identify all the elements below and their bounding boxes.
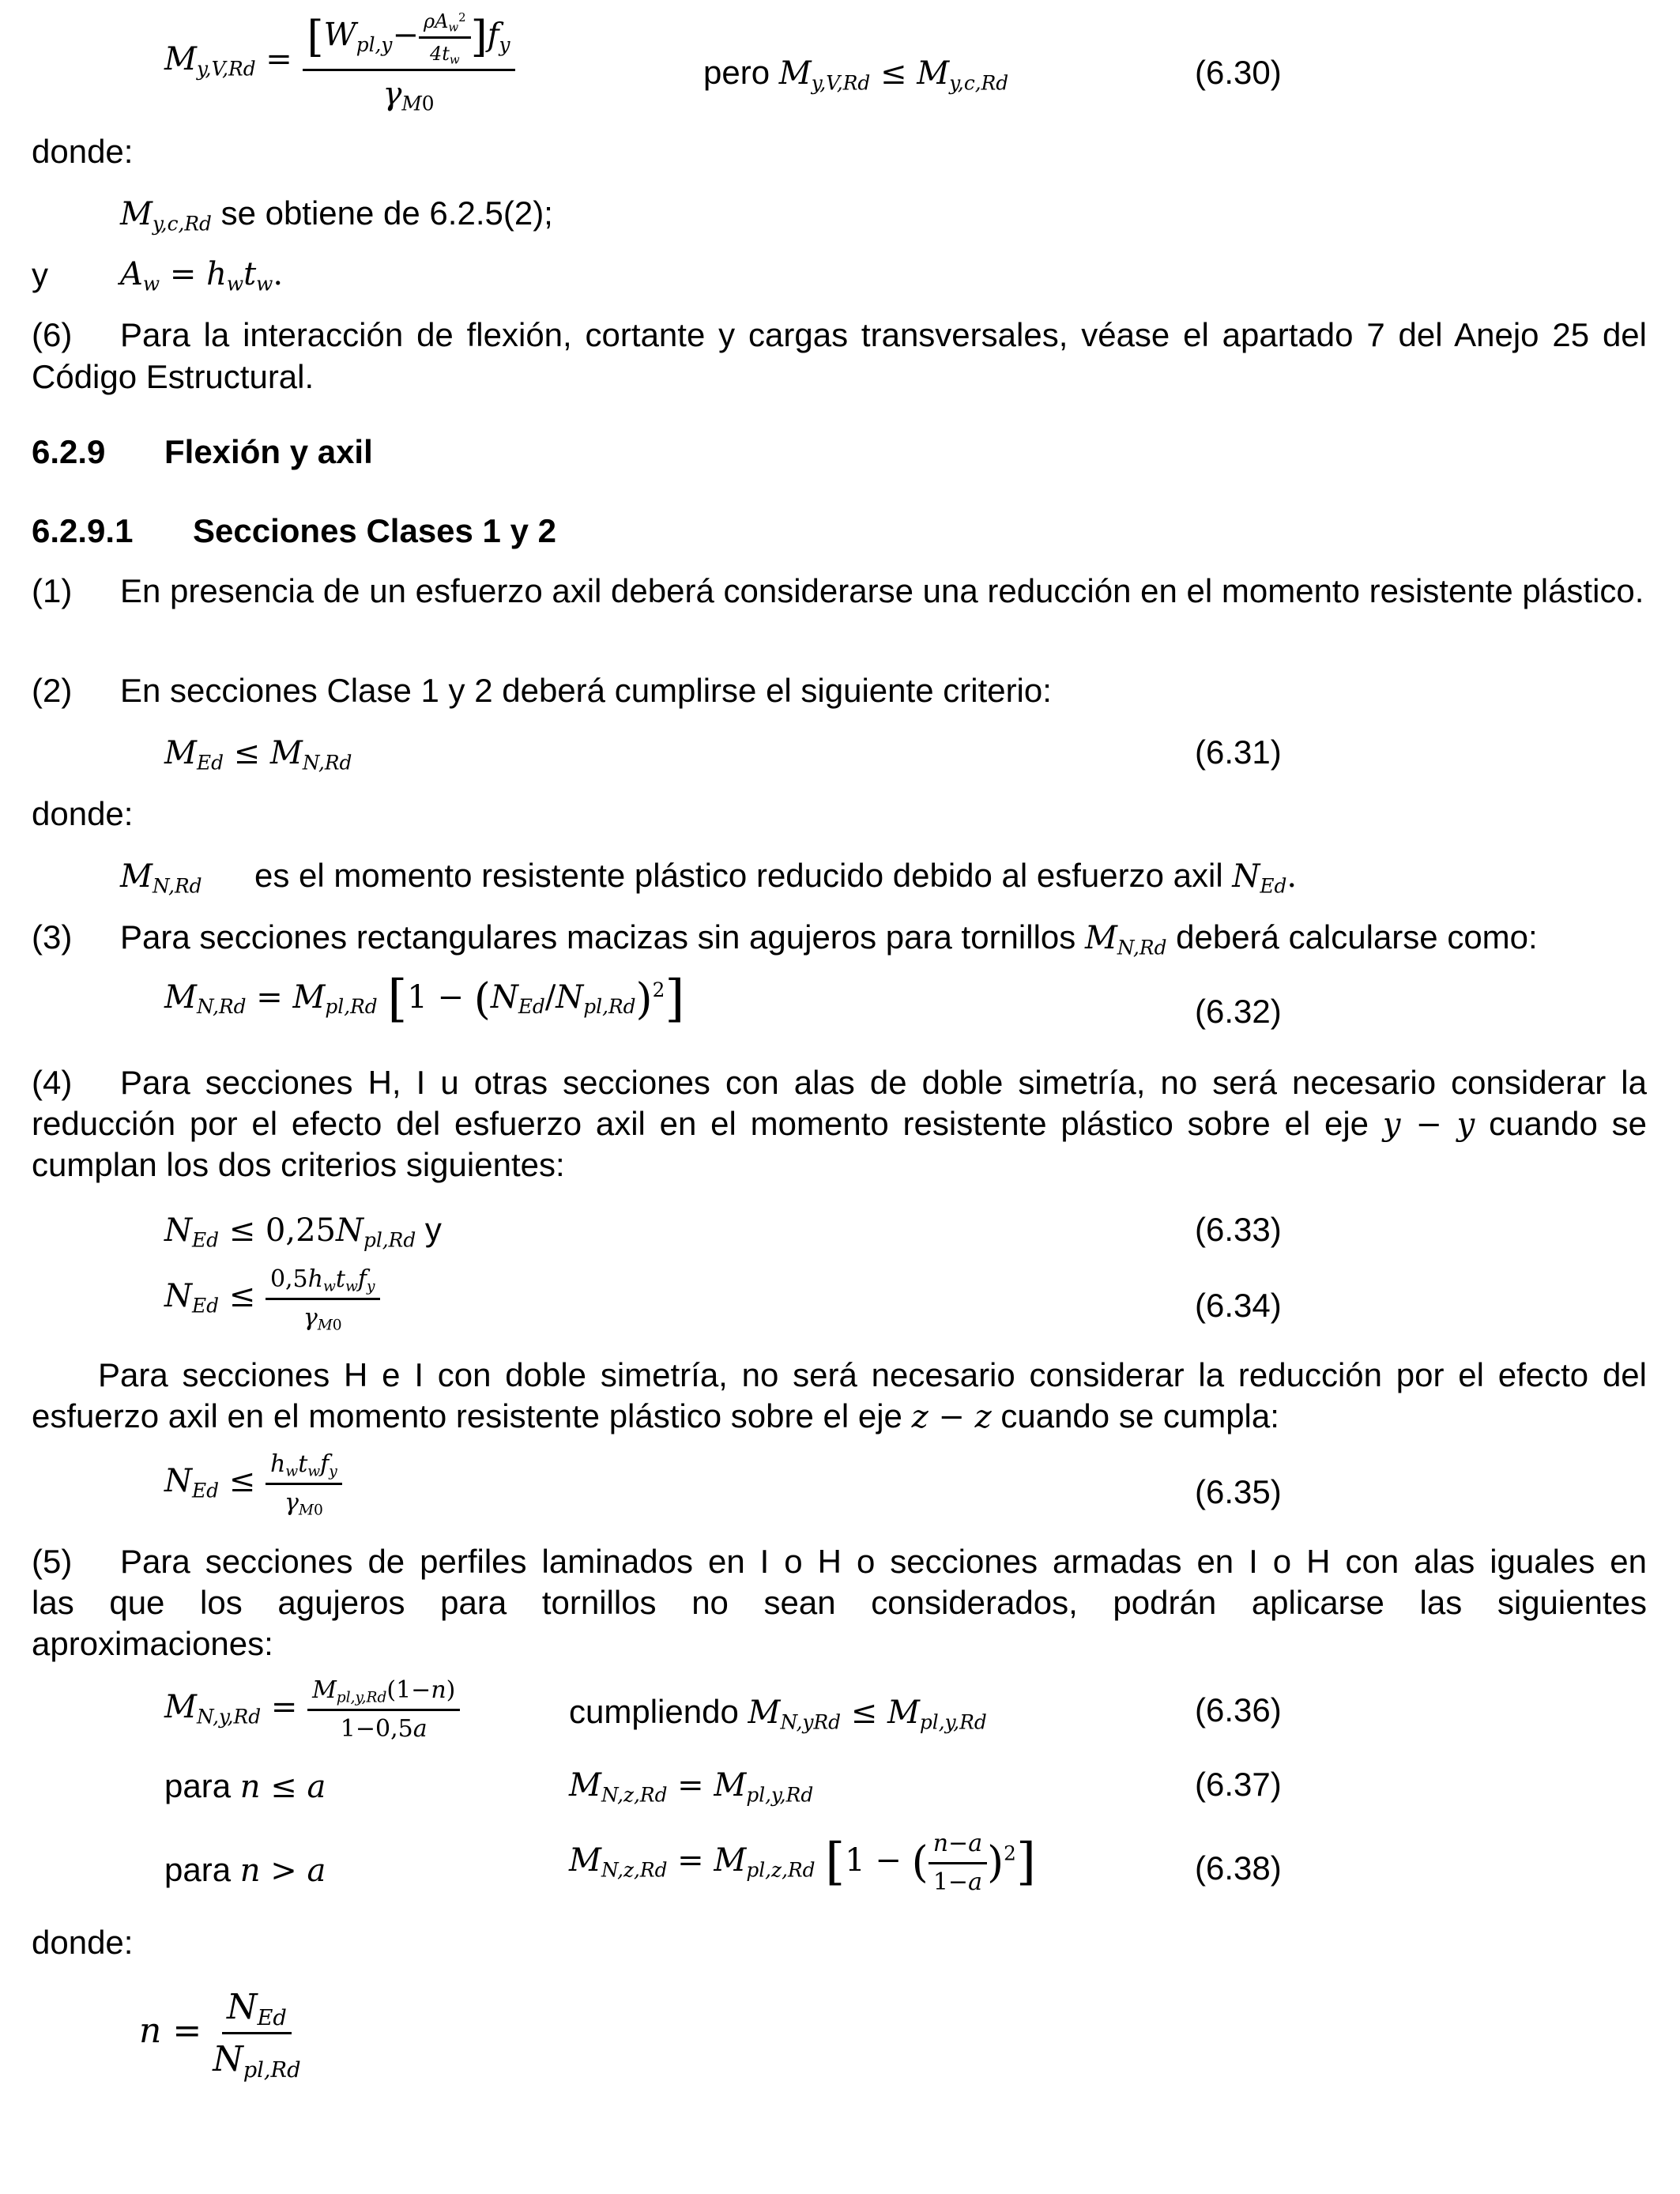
eq-number-6-38: (6.38)	[1195, 1849, 1282, 1887]
section-number-6-2-9: 6.2.9	[32, 433, 106, 470]
equation-6-36: $M_{N,y,Rd}$ = $\frac{M_{pl,y,Rd}(1-n)}{1-0,5a}$	[164, 1676, 460, 1744]
para-3-text: Para secciones rectangulares macizas sin agujeros para tornillos $M_{N,Rd}$ deberá calcularse como:	[120, 918, 1538, 959]
donde-label: donde:	[32, 133, 134, 170]
para-1-text: En presencia de un esfuerzo axil deberá considerarse una reducción en el momento resistente plástico.	[120, 572, 1644, 609]
eq-6-33-suffix: y	[424, 1211, 442, 1248]
section-title-6-2-9: Flexión y axil	[164, 433, 373, 470]
eq-number-6-34: (6.34)	[1195, 1287, 1282, 1324]
equation-6-35: $N_{Ed}$ ≤ $\frac{h_wt_wf_y}{\gamma_{M0}}$	[164, 1449, 342, 1517]
equation-6-33: $N_{Ed} \le 0,25N_{pl,Rd}$ y	[164, 1211, 442, 1252]
para-3-text-after: deberá calcularse como:	[1176, 918, 1538, 956]
para-4b-line2-after: cuando se cumpla:	[1000, 1397, 1279, 1434]
myc-note: se obtiene de 6.2.5(2);	[220, 194, 553, 232]
para-4-line3: cumplan los dos criterios siguientes:	[32, 1146, 565, 1183]
donde-label-3: donde:	[32, 1924, 134, 1961]
n-definition: n = $\frac{N_{Ed}}{N_{pl,Rd}}$	[139, 1987, 301, 2083]
para-4-line2-after: cuando se	[1489, 1105, 1648, 1142]
eq-number-6-30: (6.30)	[1195, 54, 1282, 91]
y-label: y	[32, 256, 48, 293]
eq-number-6-33: (6.33)	[1195, 1211, 1282, 1248]
para-5-number: (5)	[32, 1543, 73, 1580]
eq-6-38-condition: para n > a	[164, 1851, 326, 1889]
equation-6-34: $N_{Ed}$ ≤ $\frac{0,5h_wt_wf_y}{\gamma_{M0}}$	[164, 1265, 380, 1333]
para-4-line2-before: reducción por el efecto del esfuerzo axil en el momento resistente plástico sobre el eje	[32, 1105, 1369, 1142]
eq-number-6-31: (6.31)	[1195, 733, 1282, 771]
para-2-number: (2)	[32, 672, 73, 709]
equation-6-32: $M_{N,Rd} = M_{pl,Rd}$ $[1 - (N_{Ed}/N_{pl,Rd})^2]$	[164, 970, 685, 1028]
para-5-line1: Para secciones de perfiles laminados en I o H o secciones armadas en I o H con alas iguales en	[120, 1543, 1647, 1580]
eq-6-30-condition: pero $M_{y,V,Rd} \le M_{y,c,Rd}$	[703, 54, 1009, 95]
section-title-6-2-9-1: Secciones Clases 1 y 2	[193, 512, 556, 549]
donde-label-2: donde:	[32, 795, 134, 832]
mnrd-definition-text: es el momento resistente plástico reducido debido al esfuerzo axil	[254, 857, 1223, 894]
para-4b-line2: esfuerzo axil en el momento resistente plástico sobre el eje z − z cuando se cumpla:	[32, 1397, 1279, 1435]
equation-6-37: $M_{N,z,Rd} = M_{pl,y,Rd}$	[569, 1767, 814, 1807]
para-label-6-38: para	[164, 1851, 232, 1888]
section-number-6-2-9-1: 6.2.9.1	[32, 512, 134, 549]
para-5-line2: las que los agujeros para tornillos no sean considerados, podrán aplicarse las siguientes	[32, 1584, 1647, 1621]
myc-definition: $M_{y,c,Rd}$ se obtiene de 6.2.5(2);	[120, 194, 553, 236]
equation-6-31: $M_{Ed} \le M_{N,Rd}$	[164, 735, 352, 775]
para-4-number: (4)	[32, 1064, 73, 1101]
cumpliendo-label: cumpliendo	[569, 1693, 739, 1730]
aw-definition: $A_w = h_wt_w$.	[120, 256, 284, 296]
mnrd-definition: es el momento resistente plástico reducido debido al esfuerzo axil $N_{Ed}$.	[254, 857, 1298, 898]
para-5-line3: aproximaciones:	[32, 1625, 273, 1662]
para-4b-line2-before: esfuerzo axil en el momento resistente plástico sobre el eje	[32, 1397, 902, 1434]
equation-6-30: $M_{y,V,Rd}$ = [$W_{pl,y}-$ $\frac{\rho A_w^2}{4t_w}$ ]$f_y$ $\gamma_{M0}$	[164, 9, 515, 114]
para-4b-line1: Para secciones H e I con doble simetría, no será necesario considerar la reducción por el efecto del	[98, 1356, 1647, 1393]
pero-label: pero	[703, 54, 770, 91]
eq-6-36-condition: cumpliendo $M_{N,yRd} \le M_{pl,y,Rd}$	[569, 1693, 987, 1734]
eq-number-6-32: (6.32)	[1195, 993, 1282, 1030]
para-6-text: Para la interacción de flexión, cortante y cargas transversales, véase el apartado 7 del Anejo 25 del Código Estructural.	[32, 316, 1647, 395]
para-3-text-before: Para secciones rectangulares macizas sin agujeros para tornillos	[120, 918, 1076, 956]
eq-6-37-condition: para n ≤ a	[164, 1767, 326, 1805]
mnrd-symbol: $M_{N,Rd}$	[120, 858, 202, 898]
para-2-text: En secciones Clase 1 y 2 deberá cumplirse el siguiente criterio:	[120, 672, 1052, 709]
eq-number-6-37: (6.37)	[1195, 1766, 1282, 1803]
eq-number-6-36: (6.36)	[1195, 1691, 1282, 1728]
para-label-6-37: para	[164, 1767, 232, 1804]
equation-6-38: $M_{N,z,Rd} = M_{pl,z,Rd}$ [1 − ( $\frac{n-a}{1-a}$ )$^2$]	[569, 1830, 1036, 1896]
eq-number-6-35: (6.35)	[1195, 1473, 1282, 1510]
para-3-number: (3)	[32, 918, 73, 956]
para-4-line1: Para secciones H, I u otras secciones con alas de doble simetría, no será necesario considerar la	[120, 1064, 1647, 1101]
para-6-number: (6)	[32, 316, 73, 353]
para-1-number: (1)	[32, 572, 73, 609]
para-4-line2: reducción por el efecto del esfuerzo axil en el momento resistente plástico sobre el eje y − y cuando se	[32, 1105, 1648, 1143]
